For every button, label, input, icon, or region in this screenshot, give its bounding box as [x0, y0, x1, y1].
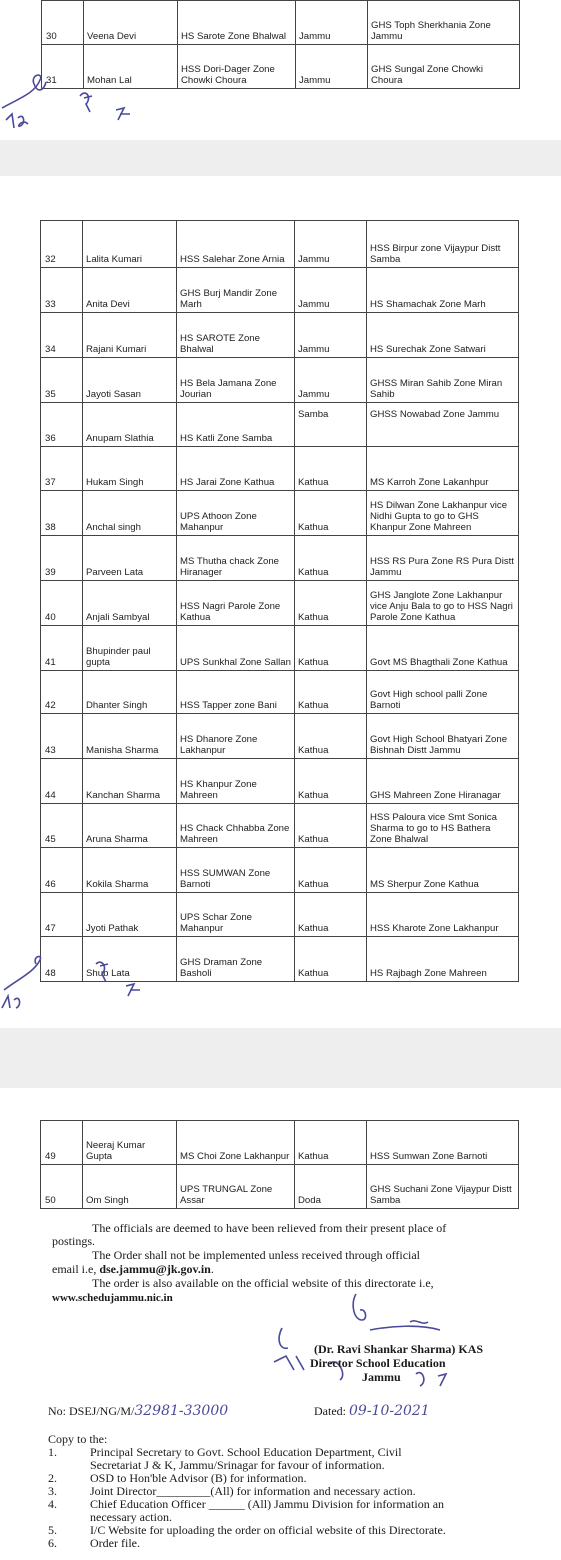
new-posting-cell: GHS Suchani Zone Vijaypur Distt Samba	[367, 1165, 519, 1209]
new-posting-cell: GHS Sungal Zone Chowki Choura	[368, 45, 520, 89]
employee-name-cell: Anupam Slathia	[83, 403, 177, 447]
copy-list-text: I/C Website for uploading the order on official website of this Directorate.	[90, 1523, 446, 1537]
employee-name-cell: Dhanter Singh	[83, 671, 177, 714]
table-row	[41, 714, 519, 759]
table-row	[41, 221, 519, 268]
district-cell: Kathua	[295, 848, 367, 893]
district-cell: Kathua	[295, 714, 367, 759]
table-row	[41, 1121, 519, 1165]
present-posting-cell: HS Katli Zone Samba	[177, 403, 295, 447]
employee-name-cell: Anchal singh	[83, 491, 177, 536]
new-posting-cell: HS Rajbagh Zone Mahreen	[367, 937, 519, 982]
order-paragraph-2: The Order shall not be implemented unless received through official	[92, 1248, 421, 1262]
row-number-cell: 35	[41, 358, 83, 403]
present-posting-cell: HSS SUMWAN Zone Barnoti	[177, 848, 295, 893]
order-number-value: 32981-33000	[134, 1403, 229, 1419]
district-cell: Samba	[295, 403, 367, 447]
new-posting-cell: Govt High School Bhatyari Zone Bishnah Distt Jammu	[367, 714, 519, 759]
table-row	[41, 491, 519, 536]
table-row	[41, 447, 519, 491]
employee-name-cell: Jyoti Pathak	[83, 893, 177, 937]
row-number-cell: 39	[41, 536, 83, 581]
website-link[interactable]: www.schedujammu.nic.in	[52, 1292, 173, 1304]
district-cell: Doda	[295, 1165, 367, 1209]
new-posting-cell: HS Dilwan Zone Lakhanpur vice Nidhi Gupta to go to GHS Khanpur Zone Mahreen	[367, 491, 519, 536]
row-number-cell: 42	[41, 671, 83, 714]
employee-name-cell: Veena Devi	[84, 1, 178, 45]
signatory-title: Director School Education	[310, 1356, 446, 1370]
order-number: No: DSEJ/NG/M/32981-33000	[48, 1403, 229, 1419]
table-row	[41, 1165, 519, 1209]
row-number-cell: 46	[41, 848, 83, 893]
district-cell: Kathua	[295, 447, 367, 491]
district-cell: Kathua	[295, 1121, 367, 1165]
row-number-cell: 34	[41, 313, 83, 358]
district-cell: Kathua	[295, 671, 367, 714]
present-posting-cell: UPS Sunkhal Zone Sallan	[177, 626, 295, 671]
new-posting-cell: GHSS Miran Sahib Zone Miran Sahib	[367, 358, 519, 403]
new-posting-cell: Govt High school palli Zone Barnoti	[367, 671, 519, 714]
transfer-table-part-3	[40, 1120, 519, 1209]
copy-list-text: OSD to Hon'ble Advisor (B) for information.	[90, 1471, 307, 1485]
copy-list-number: 5.	[48, 1523, 57, 1537]
row-number-cell: 38	[41, 491, 83, 536]
row-number-cell: 44	[41, 759, 83, 804]
employee-name-cell: Jayoti Sasan	[83, 358, 177, 403]
new-posting-cell: GHS Janglote Zone Lakhanpur vice Anju Bala to go to HSS Nagri Parole Zone Kathua	[367, 581, 519, 626]
new-posting-cell: GHS Toph Sherkhania Zone Jammu	[368, 1, 520, 45]
copy-list-number: 3.	[48, 1484, 57, 1498]
copy-list-text: Chief Education Officer ______ (All) Jammu Division for information an	[90, 1497, 445, 1511]
signature-mark	[0, 68, 150, 138]
present-posting-cell: HS Bela Jamana Zone Jourian	[177, 358, 295, 403]
present-posting-cell: GHS Draman Zone Basholi	[177, 937, 295, 982]
copy-list-text: Principal Secretary to Govt. School Education Department, Civil	[90, 1445, 402, 1459]
signatory-place: Jammu	[362, 1370, 401, 1384]
table-row	[41, 759, 519, 804]
row-number-cell: 47	[41, 893, 83, 937]
new-posting-cell: MS Karroh Zone Lakanhpur	[367, 447, 519, 491]
table-row	[41, 626, 519, 671]
employee-name-cell: Bhupinder paul gupta	[83, 626, 177, 671]
district-cell: Kathua	[295, 893, 367, 937]
district-cell: Kathua	[295, 804, 367, 848]
order-date-value: 09-10-2021	[349, 1403, 430, 1419]
employee-name-cell: Kokila Sharma	[83, 848, 177, 893]
order-date: Dated: 09-10-2021	[314, 1403, 430, 1419]
new-posting-cell: GHS Mahreen Zone Hiranagar	[367, 759, 519, 804]
employee-name-cell: Rajani Kumari	[83, 313, 177, 358]
row-number-cell: 50	[41, 1165, 83, 1209]
present-posting-cell: HS Jarai Zone Kathua	[177, 447, 295, 491]
district-cell: Kathua	[295, 937, 367, 982]
district-cell: Jammu	[295, 358, 367, 403]
employee-name-cell: Manisha Sharma	[83, 714, 177, 759]
present-posting-cell: UPS Athoon Zone Mahanpur	[177, 491, 295, 536]
present-posting-cell: HSS Salehar Zone Arnia	[177, 221, 295, 268]
employee-name-cell: Hukam Singh	[83, 447, 177, 491]
table-row	[41, 403, 519, 447]
new-posting-cell: MS Sherpur Zone Kathua	[367, 848, 519, 893]
new-posting-cell: HSS RS Pura Zone RS Pura Distt Jammu	[367, 536, 519, 581]
table-row	[41, 581, 519, 626]
present-posting-cell: HSS Dori-Dager Zone Chowki Choura	[178, 45, 296, 89]
copy-list-number: 2.	[48, 1471, 57, 1485]
copy-list-text: Secretariat J & K, Jammu/Srinagar for favour of information.	[90, 1458, 385, 1472]
table-row	[41, 313, 519, 358]
present-posting-cell: UPS TRUNGAL Zone Assar	[177, 1165, 295, 1209]
new-posting-cell: HSS Kharote Zone Lakhanpur	[367, 893, 519, 937]
copy-list-item	[48, 1498, 558, 1524]
table-row	[42, 1, 520, 45]
row-number-cell: 30	[42, 1, 84, 45]
row-number-cell: 49	[41, 1121, 83, 1165]
copy-list-number: 6.	[48, 1536, 57, 1550]
row-number-cell: 43	[41, 714, 83, 759]
new-posting-cell: GHSS Nowabad Zone Jammu	[367, 403, 519, 447]
order-paragraph-1: The officials are deemed to have been relieved from their present place of	[92, 1221, 447, 1235]
page-gap	[0, 140, 561, 176]
row-number-cell: 31	[42, 45, 84, 89]
table-row	[41, 536, 519, 581]
copy-list-number: 1.	[48, 1445, 57, 1459]
copy-list-item	[48, 1446, 558, 1472]
row-number-cell: 37	[41, 447, 83, 491]
order-paragraph-2-cont: email i.e, dse.jammu@jk.gov.in.	[52, 1262, 214, 1276]
employee-name-cell: Lalita Kumari	[83, 221, 177, 268]
present-posting-cell: HS Chack Chhabba Zone Mahreen	[177, 804, 295, 848]
present-posting-cell: MS Thutha chack Zone Hiranager	[177, 536, 295, 581]
new-posting-cell: HS Shamachak Zone Marh	[367, 268, 519, 313]
employee-name-cell: Mohan Lal	[84, 45, 178, 89]
district-cell: Jammu	[296, 1, 368, 45]
district-cell: Kathua	[295, 536, 367, 581]
present-posting-cell: HSS Nagri Parole Zone Kathua	[177, 581, 295, 626]
new-posting-cell: HSS Paloura vice Smt Sonica Sharma to go to HS Bathera Zone Bhalwal	[367, 804, 519, 848]
employee-name-cell: Shub Lata	[83, 937, 177, 982]
row-number-cell: 45	[41, 804, 83, 848]
present-posting-cell: HS SAROTE Zone Bhalwal	[177, 313, 295, 358]
employee-name-cell: Neeraj Kumar Gupta	[83, 1121, 177, 1165]
employee-name-cell: Aruna Sharma	[83, 804, 177, 848]
copy-list-number: 4.	[48, 1497, 57, 1511]
table-row	[41, 268, 519, 313]
copy-list-item	[48, 1537, 558, 1550]
table-row	[41, 671, 519, 714]
row-number-cell: 32	[41, 221, 83, 268]
copy-list-text: Joint Director_________(All) for information and necessary action.	[90, 1484, 416, 1498]
table-row	[41, 893, 519, 937]
present-posting-cell: UPS Schar Zone Mahanpur	[177, 893, 295, 937]
transfer-table-part-2	[40, 220, 519, 982]
new-posting-cell: HS Surechak Zone Satwari	[367, 313, 519, 358]
present-posting-cell: MS Choi Zone Lakhanpur	[177, 1121, 295, 1165]
email-link[interactable]: dse.jammu@jk.gov.in	[99, 1262, 211, 1276]
row-number-cell: 40	[41, 581, 83, 626]
employee-name-cell: Kanchan Sharma	[83, 759, 177, 804]
employee-name-cell: Anjali Sambyal	[83, 581, 177, 626]
table-row	[41, 804, 519, 848]
present-posting-cell: HS Khanpur Zone Mahreen	[177, 759, 295, 804]
district-cell: Kathua	[295, 491, 367, 536]
row-number-cell: 41	[41, 626, 83, 671]
table-row	[41, 848, 519, 893]
new-posting-cell: HSS Birpur zone Vijaypur Distt Samba	[367, 221, 519, 268]
district-cell: Jammu	[295, 313, 367, 358]
table-row	[41, 358, 519, 403]
district-cell: Jammu	[295, 268, 367, 313]
row-number-cell: 48	[41, 937, 83, 982]
present-posting-cell: GHS Burj Mandir Zone Marh	[177, 268, 295, 313]
row-number-cell: 36	[41, 403, 83, 447]
signature-mark	[0, 950, 150, 1020]
copy-list-text: Order file.	[90, 1536, 140, 1550]
district-cell: Jammu	[296, 45, 368, 89]
order-paragraph-3: The order is also available on the official website of this directorate i.e,	[92, 1276, 434, 1290]
copy-list-text: necessary action.	[90, 1510, 172, 1524]
signatory-name: (Dr. Ravi Shankar Sharma) KAS	[314, 1342, 484, 1356]
district-cell: Kathua	[295, 581, 367, 626]
employee-name-cell: Parveen Lata	[83, 536, 177, 581]
new-posting-cell: HSS Sumwan Zone Barnoti	[367, 1121, 519, 1165]
row-number-cell: 33	[41, 268, 83, 313]
district-cell: Kathua	[295, 626, 367, 671]
present-posting-cell: HS Sarote Zone Bhalwal	[178, 1, 296, 45]
present-posting-cell: HS Dhanore Zone Lakhanpur	[177, 714, 295, 759]
new-posting-cell: Govt MS Bhagthali Zone Kathua	[367, 626, 519, 671]
order-paragraph-1-cont: postings.	[52, 1234, 96, 1248]
present-posting-cell: HSS Tapper zone Bani	[177, 671, 295, 714]
district-cell: Jammu	[295, 221, 367, 268]
employee-name-cell: Anita Devi	[83, 268, 177, 313]
copy-to-heading: Copy to the:	[48, 1432, 108, 1446]
employee-name-cell: Om Singh	[83, 1165, 177, 1209]
page-gap	[0, 1028, 561, 1088]
district-cell: Kathua	[295, 759, 367, 804]
